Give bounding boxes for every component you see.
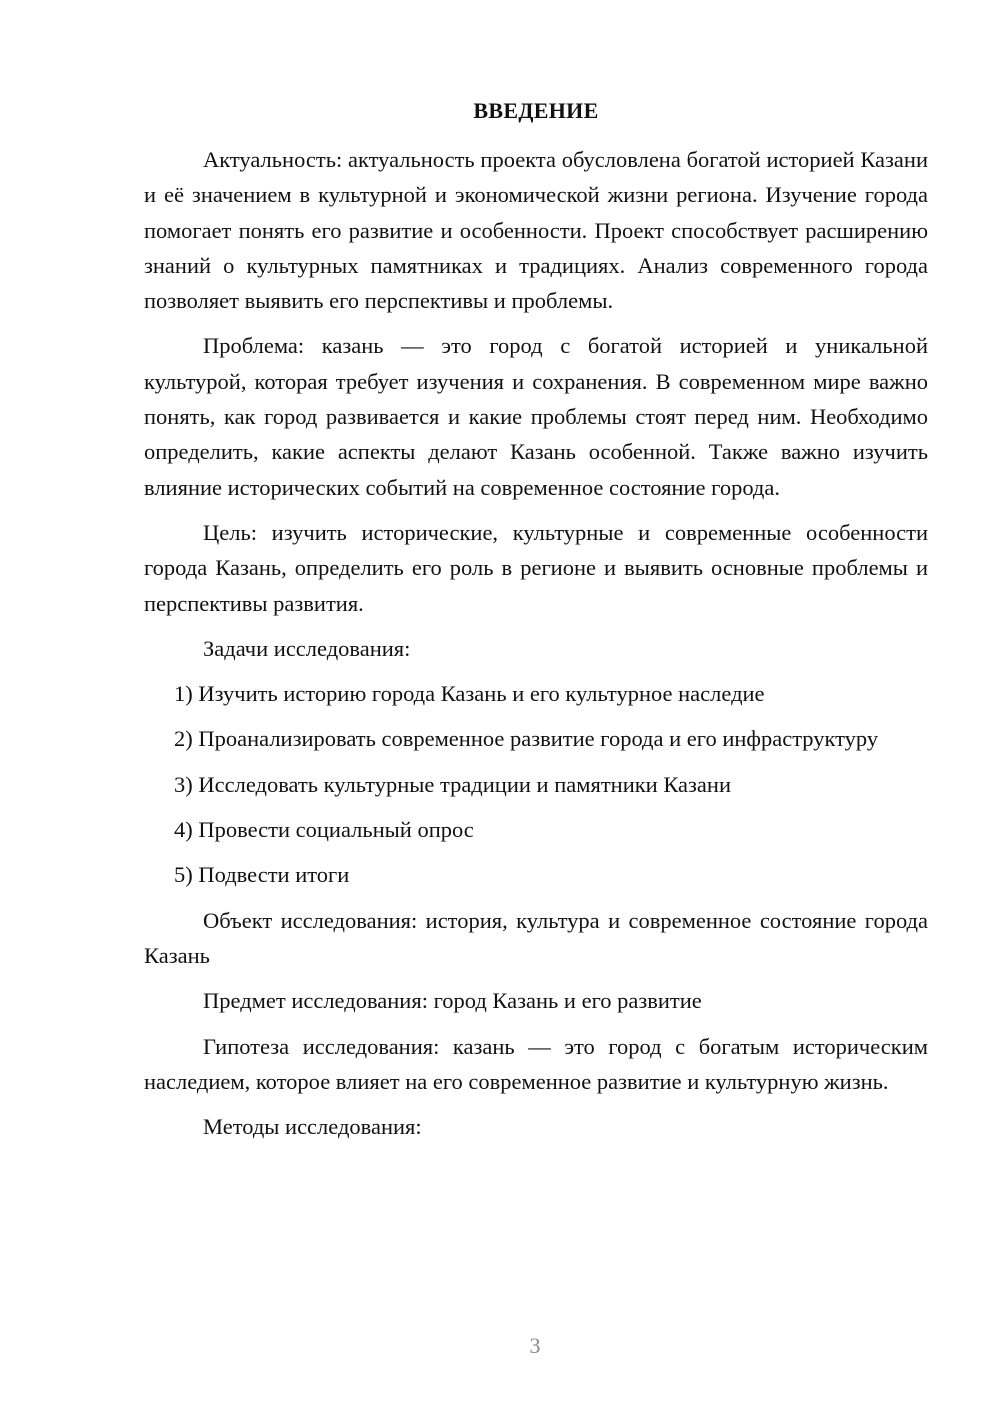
- page-content: [144, 94, 928, 1154]
- page-number: 3: [529, 1333, 541, 1358]
- subject-paragraph: Предмет исследования: город Казань и его развитие: [203, 988, 702, 1014]
- object-paragraph: Объект исследования: история, культура и современное состояние города Казань: [144, 907, 928, 968]
- task-item-1: 1) Изучить историю города Казань и его культурное наследие: [174, 681, 765, 707]
- task-item-2: 2) Проанализировать современное развитие города и его инфраструктуру: [174, 726, 879, 752]
- section-title: ВВЕДЕНИЕ: [473, 98, 599, 123]
- relevance-paragraph: Актуальность: актуальность проекта обусловлена богатой историей Казани и её значением в культурной и экономической жизни региона. Изучение города помогает понять его развитие и особенности. Проект способствует расширению знаний о культурных памятниках и традициях. Анализ современного города позволяет выявить его перспективы и проблемы.: [144, 147, 928, 314]
- methods-heading: Методы исследования:: [203, 1114, 422, 1140]
- hypothesis-paragraph: Гипотеза исследования: казань — это город с богатым историческим наследием, которое влияет на его современное развитие и культурную жизнь.: [144, 1033, 928, 1094]
- tasks-heading: Задачи исследования:: [203, 635, 411, 661]
- task-item-3: 3) Исследовать культурные традиции и памятники Казани: [174, 771, 731, 797]
- problem-paragraph: Проблема: казань — это город с богатой историей и уникальной культурой, которая требует изучения и сохранения. В современном мире важно понять, как город развивается и какие проблемы стоят перед ним. Необходимо определить, какие аспекты делают Казань особенной. Также важно изучить влияние исторических событий на современное состояние города.: [144, 333, 928, 500]
- goal-paragraph: Цель: изучить исторические, культурные и современные особенности города Казань, определить его роль в регионе и выявить основные проблемы и перспективы развития.: [144, 519, 928, 616]
- task-item-4: 4) Провести социальный опрос: [174, 817, 474, 843]
- task-item-5: 5) Подвести итоги: [174, 862, 350, 888]
